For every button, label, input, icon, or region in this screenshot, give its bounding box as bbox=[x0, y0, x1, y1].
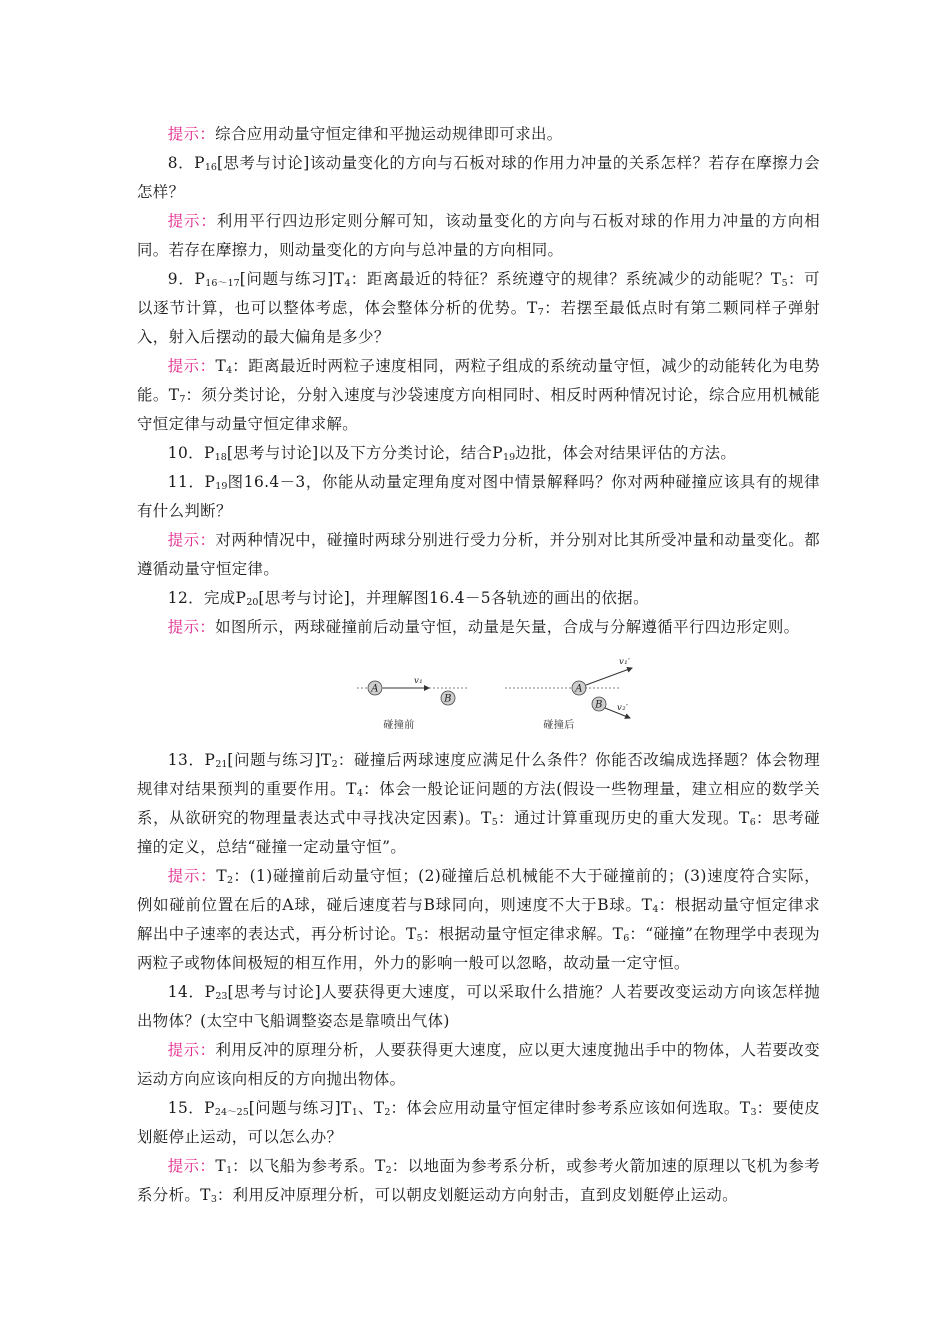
task-subscript: 7 bbox=[179, 394, 186, 405]
hint-text: ：利用反冲原理分析，可以朝皮划艇运动方向射击，直到皮划艇停止运动。 bbox=[216, 1186, 738, 1204]
question-text: 12．完成P bbox=[167, 589, 247, 607]
question-10 bbox=[137, 439, 820, 468]
hint-text: 对两种情况中，碰撞时两球分别进行受力分析，并分别对比其所受冲量和动量变化。都遵循动量守恒定律。 bbox=[137, 531, 820, 578]
hint-text: 利用反冲的原理分析，人要获得更大速度，应以更大速度抛出手中的物体，人若要改变运动方向应该向相反的方向抛出物体。 bbox=[137, 1041, 820, 1088]
hint-text: 利用平行四边形定则分解可知，该动量变化的方向与石板对球的作用力冲量的方向相同。若存在摩擦力，则动量变化的方向与总冲量的方向相同。 bbox=[137, 212, 820, 259]
task-subscript: 1 bbox=[226, 1165, 233, 1176]
hint-label: 提示： bbox=[167, 531, 216, 549]
question-text: [问题与练习]T bbox=[248, 1099, 352, 1117]
question-text: ：体会应用动量守恒定律时参考系应该如何选取。T bbox=[390, 1099, 751, 1117]
question-number: 8．P bbox=[167, 154, 205, 172]
task-subscript: 4 bbox=[226, 365, 233, 376]
hint-label: 提示： bbox=[167, 867, 217, 885]
hint-label: 提示： bbox=[167, 357, 216, 375]
hint-8 bbox=[137, 207, 820, 265]
question-text: ：距离最近的特征？系统遵守的规律？系统减少的动能呢？T bbox=[350, 270, 782, 288]
v2-prime-label: v₂′ bbox=[617, 703, 629, 713]
question-12 bbox=[137, 584, 820, 613]
page-subscript: 18 bbox=[214, 452, 227, 463]
question-9 bbox=[137, 265, 820, 352]
ball-a-label: A bbox=[575, 683, 583, 695]
question-15 bbox=[137, 1094, 820, 1152]
task-subscript: 2 bbox=[385, 1165, 392, 1176]
hint-12 bbox=[137, 613, 820, 642]
question-text: ：通过计算重现历史的重大发现。T bbox=[497, 809, 750, 827]
hint-15 bbox=[137, 1152, 820, 1210]
question-number: 10．P bbox=[167, 444, 215, 462]
question-text: ：可以逐节计算，也可以整体考虑，体会整体分析的优势。T bbox=[137, 270, 820, 317]
hint-text: ：“碰撞”在物理学中表现为两粒子或物体间极短的相互作用，外力的影响一般可以忽略，故动量一定守恒。 bbox=[137, 925, 821, 972]
hint-text: 综合应用动量守恒定律和平抛运动规律即可求出。 bbox=[215, 125, 563, 143]
page-subscript: 19 bbox=[503, 452, 516, 463]
before-collision-panel bbox=[357, 676, 469, 731]
document-body bbox=[137, 120, 820, 1210]
task-subscript: 2 bbox=[227, 875, 234, 886]
hint-text: T bbox=[216, 867, 227, 885]
collision-figure bbox=[137, 656, 820, 742]
task-subscript: 2 bbox=[331, 759, 338, 770]
task-subscript: 5 bbox=[416, 933, 423, 944]
hint-text: ：以地面为参考系分析，或参考火箭加速的原理以飞机为参考系分析。T bbox=[137, 1157, 820, 1204]
page-subscript: 16 bbox=[204, 162, 217, 173]
page-subscript: 23 bbox=[215, 991, 228, 1002]
velocity-arrow bbox=[586, 668, 632, 685]
ball-b-label: B bbox=[595, 699, 603, 711]
hint-text: ：根据动量守恒定律求解出中子速率的表达式，再分析讨论。T bbox=[137, 896, 820, 943]
question-text: [思考与讨论]人要获得更大速度，可以采取什么措施？人若要改变运动方向该怎样抛出物体？(太空中飞船调整姿态是靠喷出气体) bbox=[137, 983, 820, 1030]
before-caption: 碰撞前 bbox=[383, 720, 415, 731]
question-number: 14．P bbox=[167, 983, 216, 1001]
question-text: 、T bbox=[357, 1099, 385, 1117]
hint-text: 如图所示，两球碰撞前后动量守恒，动量是矢量，合成与分解遵循平行四边形定则。 bbox=[215, 618, 800, 636]
page-subscript: 19 bbox=[215, 481, 228, 492]
v1-label: v₁ bbox=[414, 676, 424, 686]
question-text: [思考与讨论]该动量变化的方向与石板对球的作用力冲量的关系怎样？若存在摩擦力会怎样？ bbox=[137, 154, 820, 201]
hint-text: T bbox=[215, 357, 227, 375]
question-14 bbox=[137, 978, 820, 1036]
question-text: [思考与讨论]，并理解图16.4－5各轨迹的画出的依据。 bbox=[258, 589, 649, 607]
task-subscript: 4 bbox=[356, 788, 363, 799]
task-subscript: 4 bbox=[344, 278, 351, 289]
hint-11 bbox=[137, 526, 820, 584]
question-number: 15．P bbox=[167, 1099, 215, 1117]
hint-text: T bbox=[215, 1157, 227, 1175]
ball-b-label: B bbox=[444, 693, 452, 705]
hint-text: ：(1)碰撞前后动量守恒；(2)碰撞后总机械能不大于碰撞前的；(3)速度符合实际，例如碰前位置在后的A球，碰后速度若与B球同向，则速度不大于B球。T bbox=[137, 867, 820, 914]
hint-9 bbox=[137, 352, 820, 439]
after-collision-panel bbox=[505, 657, 632, 731]
task-subscript: 2 bbox=[384, 1107, 391, 1118]
question-text: ：体会一般论证问题的方法(假设一些物理量，建立相应的数学关系，从欲研究的物理量表达式中寻找决定因素)。T bbox=[137, 780, 821, 827]
hint-text: ：根据动量守恒定律求解。T bbox=[422, 925, 624, 943]
question-13 bbox=[137, 746, 820, 862]
page-subscript: 20 bbox=[246, 597, 259, 608]
question-text: ：要使皮划艇停止运动，可以怎么办？ bbox=[137, 1099, 821, 1146]
hint-label: 提示： bbox=[167, 1041, 216, 1059]
question-text: ：思考碰撞的定义，总结“碰撞一定动量守恒”。 bbox=[137, 809, 820, 856]
v1-prime-label: v₁′ bbox=[619, 657, 631, 667]
question-text: [问题与练习]T bbox=[239, 270, 345, 288]
question-8 bbox=[137, 149, 820, 207]
hint-text: ：以飞船为参考系。T bbox=[232, 1157, 386, 1175]
question-text: [问题与练习]T bbox=[227, 751, 332, 769]
hint-label: 提示： bbox=[167, 1157, 216, 1175]
hint-13 bbox=[137, 862, 820, 978]
question-number: 13．P bbox=[167, 751, 216, 769]
hint-text: ：距离最近时两粒子速度相同，两粒子组成的系统动量守恒，减少的动能转化为电势能。T bbox=[137, 357, 820, 404]
question-text: ：碰撞后两球速度应满足什么条件？你能否改编成选择题？体会物理规律对结果预判的重要作用。T bbox=[137, 751, 820, 798]
task-subscript: 5 bbox=[781, 278, 788, 289]
question-text: 边批，体会对结果评估的方法。 bbox=[515, 444, 737, 462]
task-subscript: 6 bbox=[749, 817, 756, 828]
hint-14 bbox=[137, 1036, 820, 1094]
question-text: [思考与讨论]以及下方分类讨论，结合P bbox=[226, 444, 504, 462]
task-subscript: 3 bbox=[210, 1194, 217, 1205]
question-text: ：若摆至最低点时有第二颗同样子弹射入，射入后摆动的最大偏角是多少？ bbox=[137, 299, 820, 346]
after-caption: 碰撞后 bbox=[543, 720, 575, 731]
question-number: 11．P bbox=[167, 473, 216, 491]
hint-label: 提示： bbox=[167, 212, 217, 230]
collision-diagram bbox=[357, 656, 677, 742]
hint-label: 提示： bbox=[167, 125, 216, 143]
question-number: 9．P bbox=[167, 270, 206, 288]
task-subscript: 1 bbox=[351, 1107, 358, 1118]
task-subscript: 6 bbox=[623, 933, 630, 944]
task-subscript: 4 bbox=[652, 904, 659, 915]
question-text: 图16.4－3，你能从动量定理角度对图中情景解释吗？你对两种碰撞应该具有的规律有什么判断？ bbox=[137, 473, 820, 520]
page-subscript: 21 bbox=[215, 759, 228, 770]
hint-paragraph bbox=[137, 120, 820, 149]
task-subscript: 5 bbox=[491, 817, 498, 828]
page-subscript: 16～17 bbox=[205, 278, 240, 289]
hint-label: 提示： bbox=[167, 618, 216, 636]
ball-a-label: A bbox=[371, 683, 379, 695]
page-subscript: 24～25 bbox=[214, 1107, 249, 1118]
task-subscript: 3 bbox=[750, 1107, 757, 1118]
question-11 bbox=[137, 468, 820, 526]
hint-text: ：须分类讨论，分射入速度与沙袋速度方向相同时、相反时两种情况讨论，综合应用机械能守恒定律与动量守恒定律求解。 bbox=[137, 386, 820, 433]
task-subscript: 7 bbox=[537, 307, 544, 318]
